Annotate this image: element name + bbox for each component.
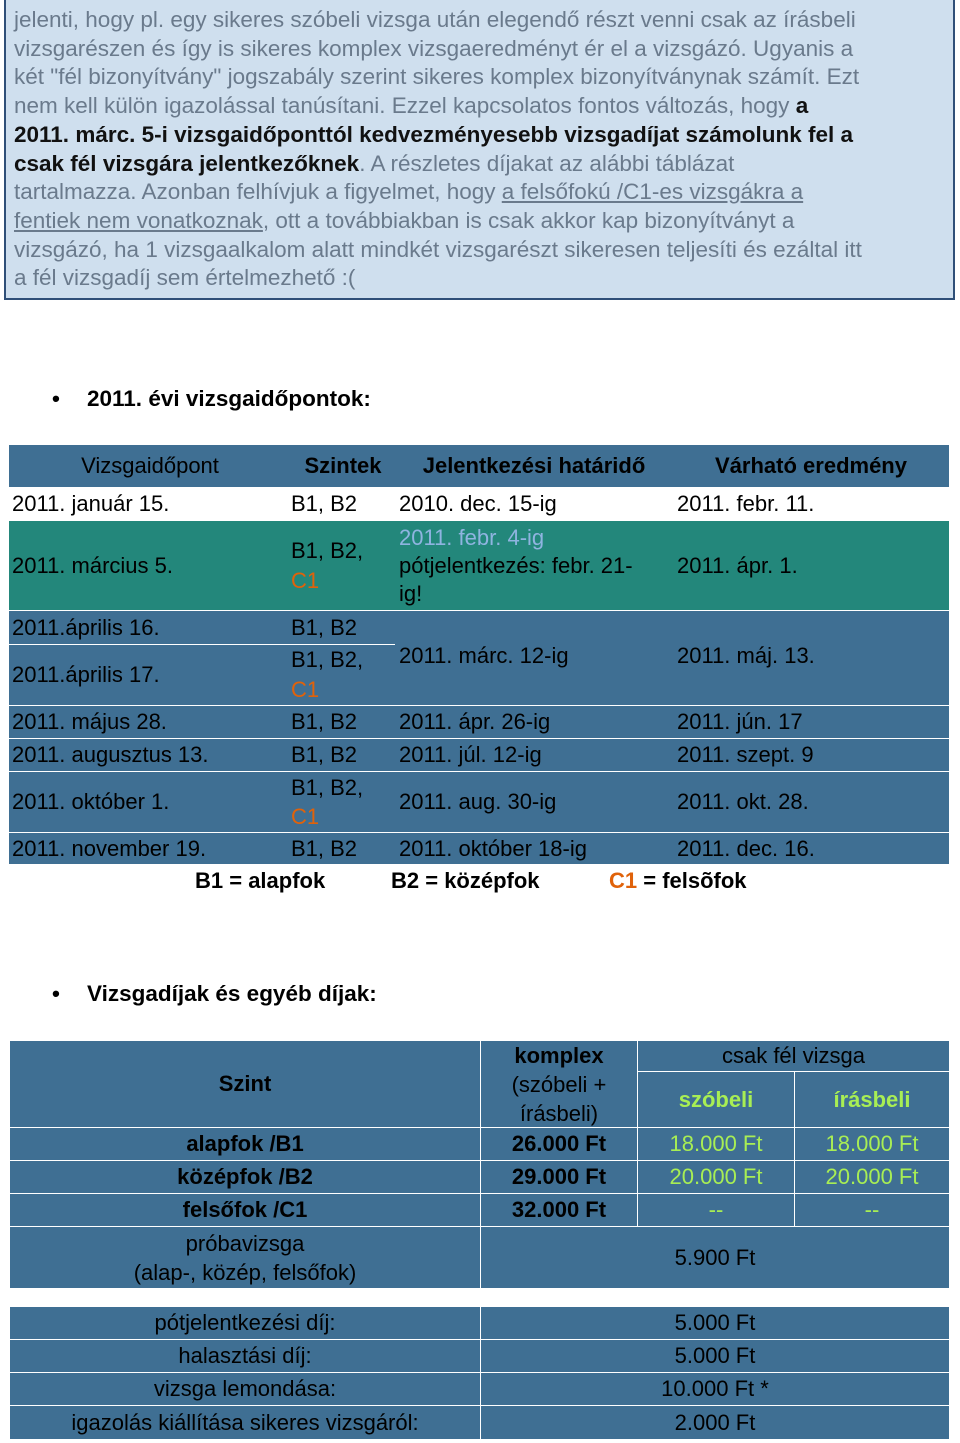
legend-b2: B2 = középfok [391,868,540,893]
other-fee-price: 5.000 Ft [481,1340,949,1372]
fee-written: 20.000 Ft [795,1161,949,1193]
c1-label: C1 [291,804,320,829]
row-levels: B1, B2 [291,833,395,864]
info-line: csak fél vizsgára jelentkezőknek. A részletes díjakat az alábbi táblázat [14,150,735,176]
bullet-icon: • [52,981,60,1006]
info-line: két "fél bizonyítvány" jogszabály szerint sikeres komplex bizonyítványnak számít. Ezt [14,64,860,90]
row-date: 2011. január 15. [12,491,170,516]
fees-header-half: csak fél vizsga [638,1041,949,1071]
other-fee-label: vizsga lemondása: [10,1373,480,1405]
row-levels: B1, B2 [291,611,395,644]
header-levels: Szintek [291,445,395,487]
legend-c1: C1 = felsõfok [609,868,747,893]
row-date: 2011. augusztus 13. [9,739,291,771]
info-line: vizsgarészen és így is sikeres komplex vizsgaeredményt ér el a vizsgázó. Ugyanis a [14,35,854,61]
row-levels: B1, B2, C1 [291,645,395,705]
bullet-icon: • [52,386,60,411]
other-fee-price: 5.000 Ft [481,1307,949,1339]
fee-written: -- [795,1194,949,1226]
fees-header-written: írásbeli [795,1072,949,1127]
fee-oral: -- [638,1194,794,1226]
other-fee-label: igazolás kiállítása sikeres vizsgáról: [10,1406,480,1439]
row-result: 2011. okt. 28. [673,772,949,832]
other-fee-label: halasztási díj: [10,1340,480,1372]
row-result: 2011. dec. 16. [673,833,949,864]
fee-written: 18.000 Ft [795,1128,949,1160]
info-line: nem kell külön igazolással tanúsítani. Ezzel kapcsolatos fontos változás, hogy a [14,93,809,119]
row-result: 2011. máj. 13. [673,611,949,705]
row-levels: B1, B2 [291,491,358,516]
fees-header-oral: szóbeli [638,1072,794,1127]
row-deadline: 2010. dec. 15-ig [399,491,557,516]
row-date: 2011. május 28. [9,706,291,738]
fee-complex: 29.000 Ft [481,1161,637,1193]
row-date: 2011. március 5. [9,521,291,610]
fees-header-level: Szint [10,1041,480,1127]
row-date: 2011. november 19. [9,833,291,864]
row-deadline: 2011. júl. 12-ig [395,739,673,771]
c1-label: C1 [291,677,320,702]
row-deadline: 2011. aug. 30-ig [395,772,673,832]
fees-header-complex: komplex (szóbeli + írásbeli) [481,1041,637,1127]
fee-oral: 20.000 Ft [638,1161,794,1193]
row-deadline: 2011. márc. 12-ig [395,611,673,705]
row-result: 2011. ápr. 1. [673,521,949,610]
row-deadline: 2011. ápr. 26-ig [395,706,673,738]
row-levels: B1, B2, C1 [291,772,395,832]
info-line: 2011. márc. 5-i vizsgaidőponttól kedvezményesebb vizsgadíjat számolunk fel a [14,121,854,147]
fee-level: középfok /B2 [10,1161,480,1193]
info-line: vizsgázó, ha 1 vizsgaalkalom alatt mindkét vizsgarészt sikeresen teljesíti és ezáltal itt [14,236,862,262]
header-date: Vizsgaidőpont [9,445,291,487]
row-date: 2011.április 16. [9,611,291,644]
row-result: 2011. szept. 9 [673,739,949,771]
info-line: tartalmazza. Azonban felhívjuk a figyelmet, hogy a felsőfokú /C1-es vizsgákra a [14,179,804,205]
header-deadline: Jelentkezési határidő [395,445,673,487]
row-date: 2011. október 1. [9,772,291,832]
info-line: fentiek nem vonatkoznak, ott a továbbiakban is csak akkor kap bizonyítványt a [14,207,795,233]
other-fee-price: 2.000 Ft [481,1406,949,1439]
header-result: Várható eredmény [673,445,949,487]
c1-label: C1 [291,567,320,593]
fee-complex: 26.000 Ft [481,1128,637,1160]
other-fee-label: pótjelentkezési díj: [10,1307,480,1339]
info-box [4,0,955,300]
c1-notice-link: a felsőfokú /C1-es vizsgákra a [501,179,804,205]
info-line: a fél vizsgadíj sem értelmezhető :( [14,265,356,291]
row-deadline: 2011. febr. 4-ig pótjelentkezés: febr. 21- ig! [395,521,673,610]
fee-level: alapfok /B1 [10,1128,480,1160]
row-levels: B1, B2 [291,739,395,771]
row-levels: B1, B2 [291,706,395,738]
row-result: 2011. febr. 11. [677,491,815,516]
info-line: jelenti, hogy pl. egy sikeres szóbeli vizsga után elegendő részt venni csak az írásbeli [14,7,856,32]
other-fee-price: 10.000 Ft * [481,1373,949,1405]
legend-b1: B1 = alapfok [195,868,326,893]
fee-trial-label: próbavizsga (alap-, közép, felsőfok) [10,1227,480,1288]
fee-complex: 32.000 Ft [481,1194,637,1226]
row-levels: B1, B2, C1 [291,521,395,610]
row-deadline: 2011. október 18-ig [395,833,673,864]
fee-trial-price: 5.900 Ft [481,1227,949,1288]
fee-oral: 18.000 Ft [638,1128,794,1160]
fee-level: felsőfok /C1 [10,1194,480,1226]
row-result: 2011. jún. 17 [673,706,949,738]
row-date: 2011.április 17. [9,645,291,705]
